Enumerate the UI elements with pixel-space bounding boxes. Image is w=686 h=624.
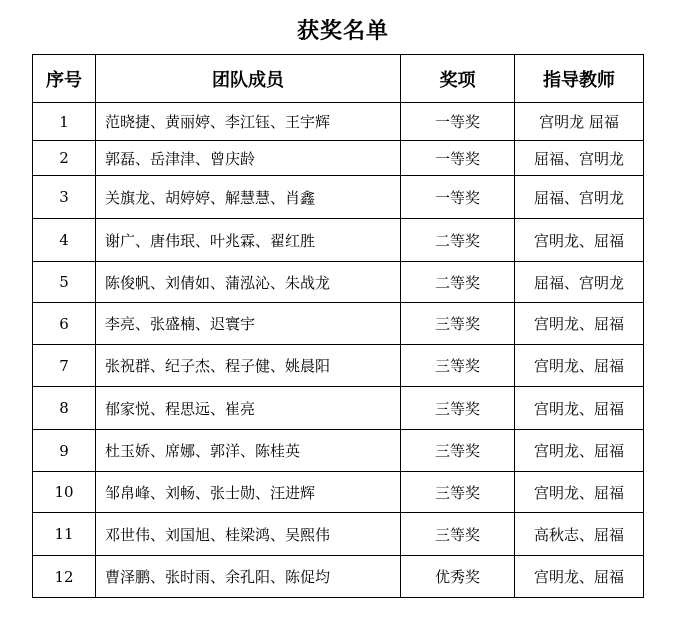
row-advisor: 屈福、宫明龙 [515, 176, 644, 219]
row-prize: 一等奖 [401, 141, 515, 176]
table-row [33, 513, 644, 556]
row-prize: 三等奖 [401, 345, 515, 387]
table-row [33, 430, 644, 472]
row-index: 10 [33, 472, 96, 513]
row-advisor: 屈福、宫明龙 [515, 141, 644, 176]
row-prize: 三等奖 [401, 430, 515, 472]
row-index: 5 [33, 262, 96, 303]
row-prize: 二等奖 [401, 219, 515, 262]
row-prize: 三等奖 [401, 387, 515, 430]
row-members: 李亮、张盛楠、迟寰宇 [96, 303, 401, 345]
table-row [33, 103, 644, 141]
table-row [33, 219, 644, 262]
row-advisor: 屈福、宫明龙 [515, 262, 644, 303]
row-prize: 三等奖 [401, 472, 515, 513]
row-index: 3 [33, 176, 96, 219]
row-advisor: 宫明龙 屈福 [515, 103, 644, 141]
header-prize: 奖项 [401, 55, 515, 103]
row-index: 12 [33, 556, 96, 598]
table-row [33, 303, 644, 345]
row-advisor: 宫明龙、屈福 [515, 387, 644, 430]
header-index: 序号 [33, 55, 96, 103]
row-members: 邹帛峰、刘畅、张士勋、汪进辉 [96, 472, 401, 513]
row-members: 范晓捷、黄丽婷、李江钰、王宇辉 [96, 103, 401, 141]
table-row [33, 176, 644, 219]
row-index: 6 [33, 303, 96, 345]
row-advisor: 宫明龙、屈福 [515, 556, 644, 598]
row-members: 关旗龙、胡婷婷、解慧慧、肖鑫 [96, 176, 401, 219]
table-row [33, 345, 644, 387]
row-index: 2 [33, 141, 96, 176]
header-members: 团队成员 [96, 55, 401, 103]
row-index: 8 [33, 387, 96, 430]
award-table [32, 54, 644, 598]
row-members: 邓世伟、刘国旭、桂梁鸿、吴熙伟 [96, 513, 401, 556]
row-prize: 优秀奖 [401, 556, 515, 598]
row-members: 郭磊、岳津津、曾庆龄 [96, 141, 401, 176]
row-advisor: 宫明龙、屈福 [515, 219, 644, 262]
table-row [33, 387, 644, 430]
row-members: 陈俊帆、刘倩如、蒲泓沁、朱战龙 [96, 262, 401, 303]
header-advisor: 指导教师 [515, 55, 644, 103]
row-index: 7 [33, 345, 96, 387]
table-row [33, 472, 644, 513]
row-members: 曹泽鹏、张时雨、余孔阳、陈促均 [96, 556, 401, 598]
table-row [33, 141, 644, 176]
row-advisor: 宫明龙、屈福 [515, 345, 644, 387]
row-members: 杜玉娇、席娜、郭洋、陈桂英 [96, 430, 401, 472]
row-index: 1 [33, 103, 96, 141]
row-index: 11 [33, 513, 96, 556]
row-prize: 一等奖 [401, 103, 515, 141]
row-prize: 三等奖 [401, 513, 515, 556]
table-row [33, 262, 644, 303]
page-title: 获奖名单 [296, 19, 389, 44]
table-header-row [33, 55, 644, 103]
row-prize: 三等奖 [401, 303, 515, 345]
row-prize: 二等奖 [401, 262, 515, 303]
row-advisor: 宫明龙、屈福 [515, 430, 644, 472]
row-members: 张祝群、纪子杰、程子健、姚晨阳 [96, 345, 401, 387]
row-index: 4 [33, 219, 96, 262]
row-advisor: 高秋志、屈福 [515, 513, 644, 556]
row-advisor: 宫明龙、屈福 [515, 303, 644, 345]
row-index: 9 [33, 430, 96, 472]
row-advisor: 宫明龙、屈福 [515, 472, 644, 513]
row-members: 郁家悦、程思远、崔亮 [96, 387, 401, 430]
table-row [33, 556, 644, 598]
row-members: 谢广、唐伟珉、叶兆霖、翟红胜 [96, 219, 401, 262]
row-prize: 一等奖 [401, 176, 515, 219]
